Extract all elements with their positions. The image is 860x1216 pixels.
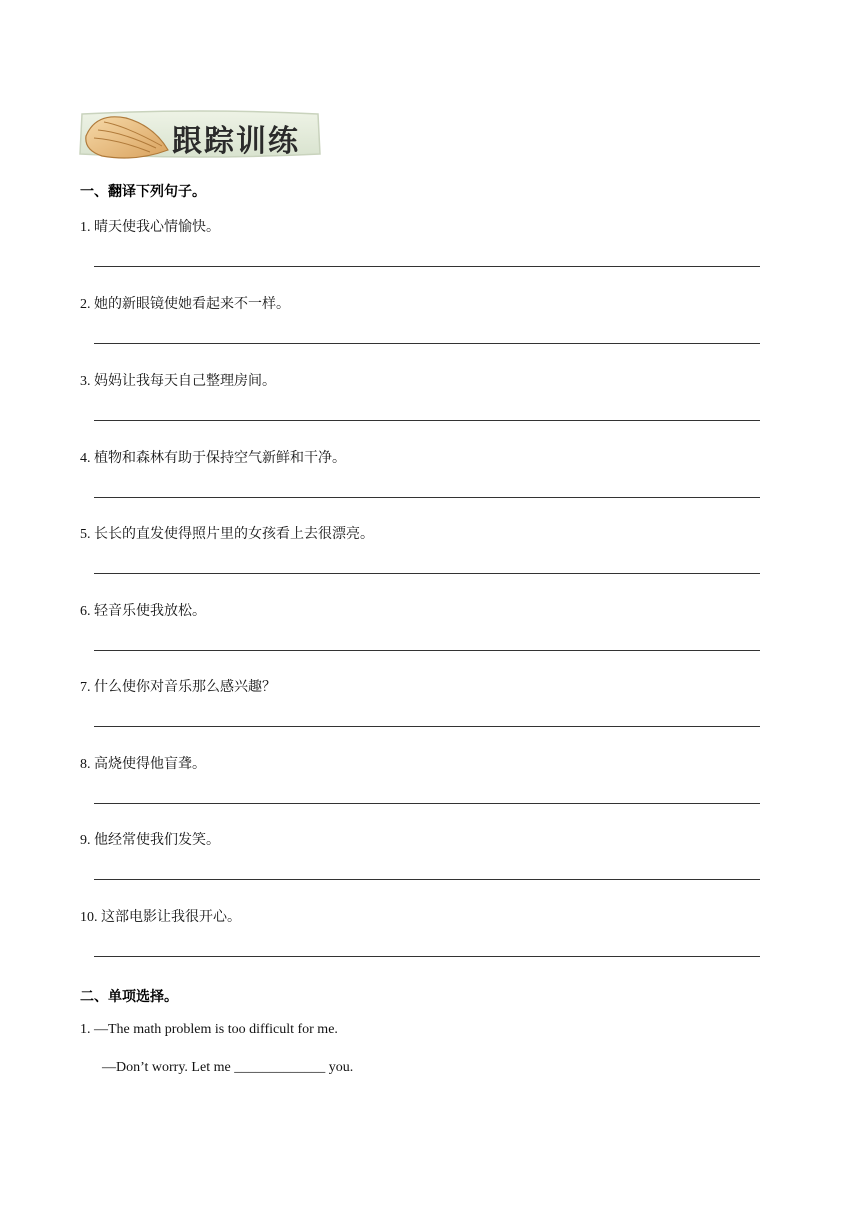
question-1-reply: —Don’t worry. Let me _____________ you.	[102, 1060, 354, 1075]
answer-line[interactable]	[94, 726, 760, 727]
answer-line[interactable]	[94, 420, 760, 421]
section-heading-choice: 二、单项选择。	[80, 989, 178, 1005]
answer-line[interactable]	[94, 497, 760, 498]
item-number: 9.	[80, 833, 91, 848]
answer-line[interactable]	[94, 650, 760, 651]
translation-item	[80, 909, 770, 927]
translation-item	[80, 756, 770, 774]
translation-item	[80, 219, 770, 237]
translation-item	[80, 832, 770, 850]
item-prompt: 轻音乐使我放松。	[94, 604, 206, 619]
answer-line[interactable]	[94, 879, 760, 880]
answer-line[interactable]	[94, 266, 760, 267]
item-number: 5.	[80, 527, 91, 542]
item-prompt: 高烧使得他盲聋。	[94, 757, 206, 772]
item-prompt: 什么使你对音乐那么感兴趣？	[94, 680, 276, 695]
item-prompt: 他经常使我们发笑。	[94, 833, 220, 848]
question-1-prompt	[80, 1022, 338, 1038]
translation-item	[80, 373, 770, 391]
item-prompt: 妈妈让我每天自己整理房间。	[94, 374, 276, 389]
item-prompt: 植物和森林有助于保持空气新鲜和干净。	[94, 451, 346, 466]
translation-item	[80, 526, 770, 544]
item-prompt: 晴天使我心情愉快。	[94, 220, 220, 235]
item-number: 10.	[80, 910, 98, 925]
section-heading-translate: 一、翻译下列句子。	[80, 184, 206, 200]
item-number: 4.	[80, 451, 91, 466]
item-number: 8.	[80, 757, 91, 772]
question-number: 1.	[80, 1022, 91, 1037]
answer-line[interactable]	[94, 573, 760, 574]
item-number: 3.	[80, 374, 91, 389]
question-line-1: —The math problem is too difficult for me.	[94, 1022, 338, 1037]
item-prompt: 长长的直发使得照片里的女孩看上去很漂亮。	[94, 527, 374, 542]
item-number: 2.	[80, 297, 91, 312]
item-prompt: 这部电影让我很开心。	[101, 910, 241, 925]
section-banner	[76, 106, 324, 164]
item-number: 6.	[80, 604, 91, 619]
translation-item	[80, 679, 770, 697]
answer-line[interactable]	[94, 956, 760, 957]
answer-line[interactable]	[94, 343, 760, 344]
item-number: 1.	[80, 220, 91, 235]
translation-item	[80, 296, 770, 314]
banner-title: 跟踪训练	[172, 124, 300, 159]
translation-item	[80, 450, 770, 468]
item-prompt: 她的新眼镜使她看起来不一样。	[94, 297, 290, 312]
translation-item	[80, 603, 770, 621]
item-number: 7.	[80, 680, 91, 695]
answer-line[interactable]	[94, 803, 760, 804]
